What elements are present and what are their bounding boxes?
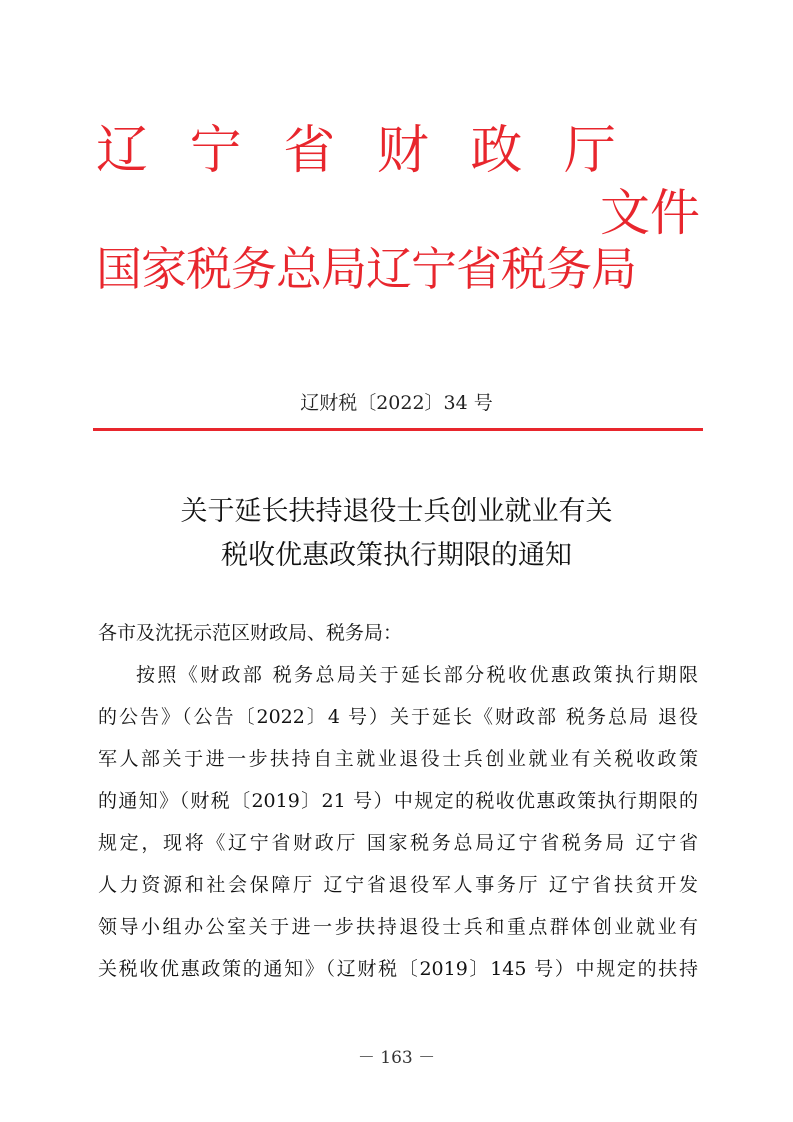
header-issuer-finance-dept bbox=[96, 118, 616, 184]
body-line: 按照《财政部 税务总局关于延长部分税收优惠政策执行期限 bbox=[136, 664, 698, 686]
document-number: 辽财税〔2022〕34 号 bbox=[300, 392, 493, 414]
salutation: 各市及沈抚示范区财政局、税务局： bbox=[98, 622, 403, 644]
body-line: 领导小组办公室关于进一步扶持退役士兵和重点群体创业就业有 bbox=[98, 916, 698, 938]
header-document-label: 文件 bbox=[600, 184, 700, 242]
body-line: 的公告》（公告〔2022〕4 号）关于延长《财政部 税务总局 退役 bbox=[98, 706, 698, 728]
body-line: 军人部关于进一步扶持自主就业退役士兵创业就业有关税收政策 bbox=[98, 748, 698, 770]
document-title-line-1: 关于延长扶持退役士兵创业就业有关 bbox=[180, 496, 613, 527]
page-number: － 163 － bbox=[357, 1048, 436, 1068]
body-line: 关税收优惠政策的通知》（辽财税〔2019〕145 号）中规定的扶持 bbox=[98, 958, 698, 980]
body-line: 的通知》（财税〔2019〕21 号）中规定的税收优惠政策执行期限的 bbox=[98, 790, 698, 812]
body-line: 规定，现将《辽宁省财政厅 国家税务总局辽宁省税务局 辽宁省 bbox=[98, 832, 698, 854]
header-char: 宁 bbox=[189, 121, 242, 181]
red-divider bbox=[93, 428, 703, 431]
header-issuer-tax-bureau: 国家税务总局辽宁省税务局 bbox=[96, 242, 636, 296]
header-char: 辽 bbox=[96, 121, 149, 181]
header-char: 厅 bbox=[563, 121, 616, 181]
header-char: 政 bbox=[470, 121, 523, 181]
body-line: 人力资源和社会保障厅 辽宁省退役军人事务厅 辽宁省扶贫开发 bbox=[98, 874, 698, 896]
header-char: 省 bbox=[283, 121, 336, 181]
document-title-line-2: 税收优惠政策执行期限的通知 bbox=[221, 540, 572, 571]
header-char: 财 bbox=[376, 121, 429, 181]
